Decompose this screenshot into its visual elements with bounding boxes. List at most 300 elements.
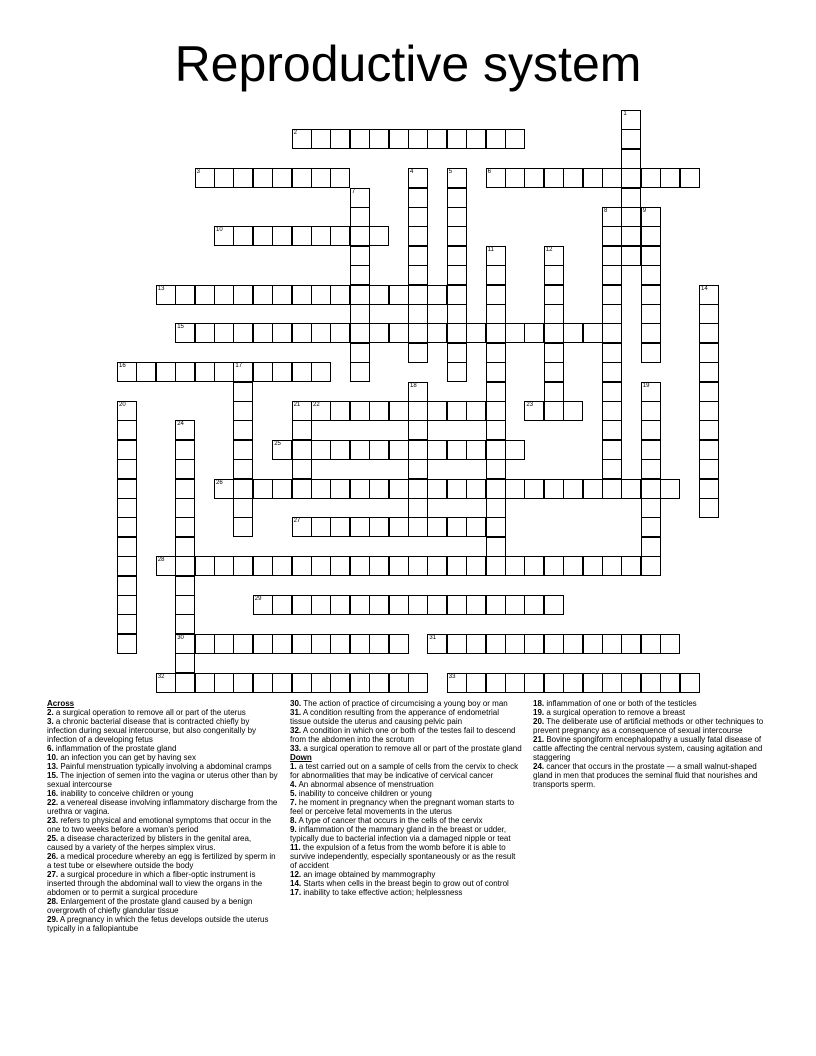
grid-cell[interactable] <box>253 595 273 615</box>
grid-cell[interactable] <box>524 401 544 421</box>
grid-cell[interactable] <box>272 595 292 615</box>
grid-cell[interactable] <box>699 401 719 421</box>
grid-cell[interactable] <box>389 285 409 305</box>
grid-cell[interactable] <box>621 556 641 576</box>
grid-cell[interactable] <box>311 401 331 421</box>
grid-cell[interactable] <box>486 401 506 421</box>
grid-cell[interactable] <box>175 420 195 440</box>
grid-cell[interactable] <box>524 168 544 188</box>
grid-cell[interactable] <box>602 246 622 266</box>
grid-cell[interactable] <box>350 323 370 343</box>
grid-cell[interactable] <box>602 323 622 343</box>
grid-cell[interactable] <box>466 517 486 537</box>
grid-cell[interactable] <box>602 382 622 402</box>
grid-cell[interactable] <box>427 440 447 460</box>
grid-cell[interactable] <box>272 285 292 305</box>
grid-cell[interactable] <box>602 459 622 479</box>
grid-cell[interactable] <box>330 517 350 537</box>
grid-cell[interactable] <box>408 246 428 266</box>
grid-cell[interactable] <box>253 168 273 188</box>
grid-cell[interactable] <box>311 517 331 537</box>
grid-cell[interactable] <box>641 420 661 440</box>
grid-cell[interactable] <box>292 362 312 382</box>
grid-cell[interactable] <box>447 440 467 460</box>
grid-cell[interactable] <box>544 285 564 305</box>
grid-cell[interactable] <box>311 129 331 149</box>
grid-cell[interactable] <box>233 517 253 537</box>
grid-cell[interactable] <box>447 479 467 499</box>
grid-cell[interactable] <box>699 420 719 440</box>
grid-cell[interactable] <box>330 323 350 343</box>
grid-cell[interactable] <box>369 401 389 421</box>
grid-cell[interactable] <box>544 265 564 285</box>
grid-cell[interactable] <box>350 343 370 363</box>
grid-cell[interactable] <box>350 129 370 149</box>
grid-cell[interactable] <box>350 226 370 246</box>
grid-cell[interactable] <box>175 576 195 596</box>
grid-cell[interactable] <box>544 556 564 576</box>
grid-cell[interactable] <box>524 479 544 499</box>
grid-cell[interactable] <box>233 498 253 518</box>
grid-cell[interactable] <box>447 265 467 285</box>
grid-cell[interactable] <box>524 673 544 693</box>
grid-cell[interactable] <box>195 673 215 693</box>
grid-cell[interactable] <box>699 459 719 479</box>
grid-cell[interactable] <box>486 673 506 693</box>
grid-cell[interactable] <box>117 517 137 537</box>
grid-cell[interactable] <box>253 362 273 382</box>
grid-cell[interactable] <box>466 323 486 343</box>
grid-cell[interactable] <box>447 304 467 324</box>
grid-cell[interactable] <box>408 479 428 499</box>
grid-cell[interactable] <box>544 634 564 654</box>
grid-cell[interactable] <box>621 110 641 130</box>
grid-cell[interactable] <box>641 323 661 343</box>
grid-cell[interactable] <box>427 285 447 305</box>
grid-cell[interactable] <box>311 226 331 246</box>
grid-cell[interactable] <box>641 401 661 421</box>
grid-cell[interactable] <box>641 226 661 246</box>
grid-cell[interactable] <box>486 517 506 537</box>
grid-cell[interactable] <box>621 168 641 188</box>
grid-cell[interactable] <box>117 479 137 499</box>
grid-cell[interactable] <box>292 479 312 499</box>
grid-cell[interactable] <box>350 246 370 266</box>
grid-cell[interactable] <box>369 517 389 537</box>
grid-cell[interactable] <box>369 556 389 576</box>
grid-cell[interactable] <box>427 595 447 615</box>
grid-cell[interactable] <box>427 479 447 499</box>
grid-cell[interactable] <box>233 479 253 499</box>
grid-cell[interactable] <box>350 517 370 537</box>
grid-cell[interactable] <box>369 673 389 693</box>
grid-cell[interactable] <box>117 401 137 421</box>
grid-cell[interactable] <box>330 440 350 460</box>
grid-cell[interactable] <box>427 401 447 421</box>
grid-cell[interactable] <box>330 479 350 499</box>
grid-cell[interactable] <box>233 673 253 693</box>
grid-cell[interactable] <box>350 362 370 382</box>
grid-cell[interactable] <box>233 323 253 343</box>
grid-cell[interactable] <box>389 634 409 654</box>
grid-cell[interactable] <box>544 479 564 499</box>
grid-cell[interactable] <box>699 362 719 382</box>
grid-cell[interactable] <box>272 440 292 460</box>
grid-cell[interactable] <box>272 556 292 576</box>
grid-cell[interactable] <box>253 673 273 693</box>
grid-cell[interactable] <box>486 382 506 402</box>
grid-cell[interactable] <box>602 362 622 382</box>
grid-cell[interactable] <box>214 673 234 693</box>
grid-cell[interactable] <box>408 226 428 246</box>
grid-cell[interactable] <box>195 634 215 654</box>
grid-cell[interactable] <box>680 673 700 693</box>
grid-cell[interactable] <box>544 362 564 382</box>
grid-cell[interactable] <box>175 517 195 537</box>
grid-cell[interactable] <box>699 343 719 363</box>
grid-cell[interactable] <box>486 537 506 557</box>
grid-cell[interactable] <box>447 556 467 576</box>
grid-cell[interactable] <box>486 498 506 518</box>
grid-cell[interactable] <box>330 129 350 149</box>
grid-cell[interactable] <box>602 556 622 576</box>
grid-cell[interactable] <box>408 459 428 479</box>
grid-cell[interactable] <box>408 595 428 615</box>
grid-cell[interactable] <box>447 517 467 537</box>
grid-cell[interactable] <box>156 285 176 305</box>
grid-cell[interactable] <box>214 556 234 576</box>
grid-cell[interactable] <box>660 673 680 693</box>
grid-cell[interactable] <box>253 323 273 343</box>
grid-cell[interactable] <box>330 595 350 615</box>
grid-cell[interactable] <box>292 556 312 576</box>
grid-cell[interactable] <box>350 304 370 324</box>
grid-cell[interactable] <box>311 440 331 460</box>
grid-cell[interactable] <box>350 634 370 654</box>
grid-cell[interactable] <box>175 537 195 557</box>
grid-cell[interactable] <box>408 304 428 324</box>
grid-cell[interactable] <box>621 479 641 499</box>
grid-cell[interactable] <box>389 517 409 537</box>
grid-cell[interactable] <box>621 673 641 693</box>
grid-cell[interactable] <box>486 343 506 363</box>
grid-cell[interactable] <box>330 673 350 693</box>
grid-cell[interactable] <box>311 168 331 188</box>
grid-cell[interactable] <box>214 634 234 654</box>
grid-cell[interactable] <box>408 401 428 421</box>
grid-cell[interactable] <box>544 595 564 615</box>
grid-cell[interactable] <box>369 226 389 246</box>
grid-cell[interactable] <box>505 129 525 149</box>
grid-cell[interactable] <box>486 362 506 382</box>
grid-cell[interactable] <box>641 634 661 654</box>
grid-cell[interactable] <box>156 673 176 693</box>
grid-cell[interactable] <box>389 556 409 576</box>
grid-cell[interactable] <box>486 595 506 615</box>
grid-cell[interactable] <box>680 168 700 188</box>
grid-cell[interactable] <box>117 498 137 518</box>
grid-cell[interactable] <box>214 362 234 382</box>
grid-cell[interactable] <box>350 188 370 208</box>
grid-cell[interactable] <box>699 440 719 460</box>
grid-cell[interactable] <box>447 401 467 421</box>
grid-cell[interactable] <box>602 168 622 188</box>
grid-cell[interactable] <box>583 479 603 499</box>
grid-cell[interactable] <box>214 479 234 499</box>
grid-cell[interactable] <box>447 207 467 227</box>
grid-cell[interactable] <box>330 285 350 305</box>
grid-cell[interactable] <box>505 634 525 654</box>
grid-cell[interactable] <box>233 226 253 246</box>
grid-cell[interactable] <box>447 285 467 305</box>
grid-cell[interactable] <box>253 226 273 246</box>
grid-cell[interactable] <box>389 595 409 615</box>
grid-cell[interactable] <box>544 673 564 693</box>
grid-cell[interactable] <box>253 479 273 499</box>
grid-cell[interactable] <box>233 362 253 382</box>
grid-cell[interactable] <box>195 362 215 382</box>
grid-cell[interactable] <box>369 323 389 343</box>
grid-cell[interactable] <box>233 459 253 479</box>
grid-cell[interactable] <box>350 595 370 615</box>
grid-cell[interactable] <box>175 459 195 479</box>
grid-cell[interactable] <box>486 440 506 460</box>
grid-cell[interactable] <box>408 382 428 402</box>
grid-cell[interactable] <box>369 129 389 149</box>
grid-cell[interactable] <box>175 323 195 343</box>
grid-cell[interactable] <box>292 168 312 188</box>
grid-cell[interactable] <box>621 634 641 654</box>
grid-cell[interactable] <box>447 323 467 343</box>
grid-cell[interactable] <box>369 634 389 654</box>
grid-cell[interactable] <box>117 440 137 460</box>
grid-cell[interactable] <box>524 556 544 576</box>
grid-cell[interactable] <box>486 634 506 654</box>
grid-cell[interactable] <box>408 498 428 518</box>
grid-cell[interactable] <box>311 479 331 499</box>
grid-cell[interactable] <box>505 440 525 460</box>
grid-cell[interactable] <box>544 304 564 324</box>
grid-cell[interactable] <box>175 595 195 615</box>
grid-cell[interactable] <box>330 226 350 246</box>
grid-cell[interactable] <box>602 420 622 440</box>
grid-cell[interactable] <box>641 673 661 693</box>
grid-cell[interactable] <box>389 401 409 421</box>
grid-cell[interactable] <box>408 265 428 285</box>
grid-cell[interactable] <box>486 459 506 479</box>
grid-cell[interactable] <box>272 168 292 188</box>
grid-cell[interactable] <box>505 323 525 343</box>
grid-cell[interactable] <box>505 595 525 615</box>
grid-cell[interactable] <box>486 323 506 343</box>
grid-cell[interactable] <box>156 362 176 382</box>
grid-cell[interactable] <box>583 673 603 693</box>
grid-cell[interactable] <box>447 673 467 693</box>
grid-cell[interactable] <box>214 285 234 305</box>
grid-cell[interactable] <box>544 343 564 363</box>
grid-cell[interactable] <box>311 634 331 654</box>
grid-cell[interactable] <box>389 323 409 343</box>
grid-cell[interactable] <box>621 129 641 149</box>
grid-cell[interactable] <box>175 440 195 460</box>
grid-cell[interactable] <box>466 673 486 693</box>
grid-cell[interactable] <box>389 479 409 499</box>
grid-cell[interactable] <box>641 556 661 576</box>
grid-cell[interactable] <box>233 285 253 305</box>
grid-cell[interactable] <box>175 498 195 518</box>
grid-cell[interactable] <box>350 556 370 576</box>
grid-cell[interactable] <box>544 401 564 421</box>
grid-cell[interactable] <box>233 401 253 421</box>
grid-cell[interactable] <box>389 129 409 149</box>
grid-cell[interactable] <box>292 673 312 693</box>
grid-cell[interactable] <box>117 576 137 596</box>
grid-cell[interactable] <box>641 382 661 402</box>
grid-cell[interactable] <box>699 285 719 305</box>
grid-cell[interactable] <box>408 285 428 305</box>
grid-cell[interactable] <box>486 168 506 188</box>
grid-cell[interactable] <box>602 634 622 654</box>
grid-cell[interactable] <box>311 673 331 693</box>
grid-cell[interactable] <box>350 285 370 305</box>
grid-cell[interactable] <box>563 401 583 421</box>
grid-cell[interactable] <box>699 304 719 324</box>
grid-cell[interactable] <box>641 207 661 227</box>
grid-cell[interactable] <box>350 265 370 285</box>
grid-cell[interactable] <box>272 323 292 343</box>
grid-cell[interactable] <box>621 149 641 169</box>
grid-cell[interactable] <box>330 168 350 188</box>
grid-cell[interactable] <box>602 401 622 421</box>
grid-cell[interactable] <box>486 129 506 149</box>
grid-cell[interactable] <box>408 168 428 188</box>
grid-cell[interactable] <box>583 634 603 654</box>
grid-cell[interactable] <box>253 556 273 576</box>
grid-cell[interactable] <box>214 323 234 343</box>
grid-cell[interactable] <box>583 168 603 188</box>
grid-cell[interactable] <box>505 673 525 693</box>
grid-cell[interactable] <box>641 285 661 305</box>
grid-cell[interactable] <box>408 420 428 440</box>
grid-cell[interactable] <box>369 595 389 615</box>
grid-cell[interactable] <box>233 634 253 654</box>
grid-cell[interactable] <box>330 634 350 654</box>
grid-cell[interactable] <box>369 440 389 460</box>
grid-cell[interactable] <box>272 226 292 246</box>
grid-cell[interactable] <box>408 556 428 576</box>
grid-cell[interactable] <box>641 168 661 188</box>
grid-cell[interactable] <box>117 614 137 634</box>
grid-cell[interactable] <box>350 440 370 460</box>
grid-cell[interactable] <box>602 226 622 246</box>
grid-cell[interactable] <box>117 595 137 615</box>
grid-cell[interactable] <box>350 673 370 693</box>
grid-cell[interactable] <box>447 343 467 363</box>
grid-cell[interactable] <box>292 401 312 421</box>
grid-cell[interactable] <box>505 479 525 499</box>
grid-cell[interactable] <box>602 265 622 285</box>
grid-cell[interactable] <box>505 168 525 188</box>
grid-cell[interactable] <box>563 556 583 576</box>
grid-cell[interactable] <box>292 226 312 246</box>
grid-cell[interactable] <box>505 556 525 576</box>
grid-cell[interactable] <box>253 634 273 654</box>
grid-cell[interactable] <box>486 556 506 576</box>
grid-cell[interactable] <box>447 634 467 654</box>
grid-cell[interactable] <box>447 595 467 615</box>
grid-cell[interactable] <box>583 556 603 576</box>
grid-cell[interactable] <box>175 653 195 673</box>
grid-cell[interactable] <box>330 401 350 421</box>
grid-cell[interactable] <box>699 323 719 343</box>
grid-cell[interactable] <box>660 479 680 499</box>
grid-cell[interactable] <box>272 362 292 382</box>
grid-cell[interactable] <box>311 285 331 305</box>
grid-cell[interactable] <box>447 129 467 149</box>
grid-cell[interactable] <box>427 323 447 343</box>
grid-cell[interactable] <box>292 595 312 615</box>
grid-cell[interactable] <box>641 517 661 537</box>
grid-cell[interactable] <box>447 168 467 188</box>
grid-cell[interactable] <box>408 673 428 693</box>
grid-cell[interactable] <box>486 304 506 324</box>
grid-cell[interactable] <box>233 382 253 402</box>
grid-cell[interactable] <box>233 420 253 440</box>
grid-cell[interactable] <box>563 634 583 654</box>
grid-cell[interactable] <box>427 517 447 537</box>
grid-cell[interactable] <box>427 129 447 149</box>
grid-cell[interactable] <box>447 362 467 382</box>
grid-cell[interactable] <box>117 537 137 557</box>
grid-cell[interactable] <box>447 246 467 266</box>
grid-cell[interactable] <box>292 323 312 343</box>
grid-cell[interactable] <box>641 246 661 266</box>
grid-cell[interactable] <box>233 556 253 576</box>
grid-cell[interactable] <box>641 459 661 479</box>
grid-cell[interactable] <box>486 285 506 305</box>
grid-cell[interactable] <box>544 168 564 188</box>
grid-cell[interactable] <box>292 285 312 305</box>
grid-cell[interactable] <box>699 498 719 518</box>
grid-cell[interactable] <box>369 285 389 305</box>
grid-cell[interactable] <box>233 440 253 460</box>
grid-cell[interactable] <box>292 517 312 537</box>
grid-cell[interactable] <box>292 459 312 479</box>
grid-cell[interactable] <box>175 556 195 576</box>
grid-cell[interactable] <box>621 188 641 208</box>
grid-cell[interactable] <box>544 382 564 402</box>
grid-cell[interactable] <box>272 634 292 654</box>
grid-cell[interactable] <box>350 207 370 227</box>
grid-cell[interactable] <box>660 168 680 188</box>
grid-cell[interactable] <box>117 420 137 440</box>
grid-cell[interactable] <box>602 304 622 324</box>
grid-cell[interactable] <box>602 207 622 227</box>
grid-cell[interactable] <box>641 479 661 499</box>
grid-cell[interactable] <box>544 323 564 343</box>
grid-cell[interactable] <box>602 285 622 305</box>
grid-cell[interactable] <box>408 323 428 343</box>
grid-cell[interactable] <box>408 343 428 363</box>
grid-cell[interactable] <box>641 498 661 518</box>
grid-cell[interactable] <box>175 285 195 305</box>
grid-cell[interactable] <box>214 226 234 246</box>
grid-cell[interactable] <box>272 673 292 693</box>
grid-cell[interactable] <box>253 285 273 305</box>
grid-cell[interactable] <box>195 323 215 343</box>
grid-cell[interactable] <box>389 440 409 460</box>
grid-cell[interactable] <box>524 595 544 615</box>
